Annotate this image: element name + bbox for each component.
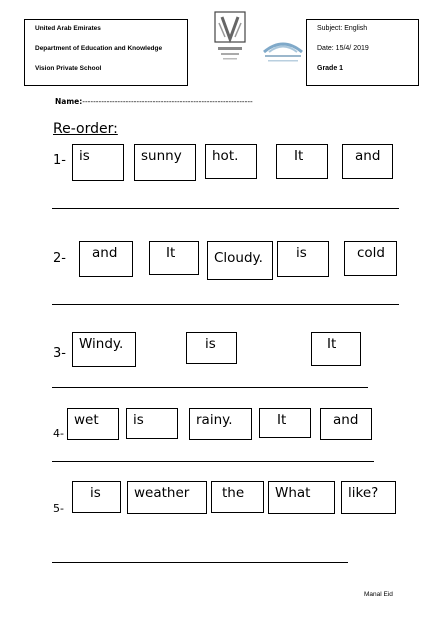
word-card: weather bbox=[127, 481, 207, 514]
section-title: Re-order: bbox=[53, 121, 118, 137]
word-card: It bbox=[311, 332, 361, 366]
word-card: wet bbox=[67, 408, 119, 440]
question-5-number: 5- bbox=[53, 502, 64, 515]
word-card: and bbox=[79, 241, 133, 277]
school-emblem-logo bbox=[212, 11, 248, 63]
word-card: like? bbox=[341, 481, 396, 514]
name-dashes: --------------------------------------------------------------- bbox=[82, 97, 253, 106]
answer-line bbox=[52, 387, 368, 388]
subject-info-box bbox=[306, 19, 419, 86]
question-1-number: 1- bbox=[53, 153, 66, 168]
word-card: is bbox=[72, 481, 121, 513]
word-card: is bbox=[186, 332, 237, 364]
subject-text: Subject: English bbox=[317, 25, 368, 32]
word-card: It bbox=[149, 241, 199, 275]
answer-line bbox=[52, 304, 399, 305]
name-label: Name: bbox=[55, 97, 83, 106]
answer-line bbox=[52, 208, 399, 209]
word-card: Windy. bbox=[72, 332, 136, 367]
question-2-number: 2- bbox=[53, 251, 66, 266]
adek-logo bbox=[261, 36, 305, 64]
word-card: the bbox=[211, 481, 264, 513]
word-card: rainy. bbox=[189, 408, 252, 440]
name-field bbox=[55, 97, 253, 106]
question-3-number: 3- bbox=[53, 346, 66, 361]
header-school: Vision Private School bbox=[35, 65, 102, 72]
answer-line bbox=[52, 461, 374, 462]
date-text: Date: 15/4/ 2019 bbox=[317, 45, 369, 52]
word-card: is bbox=[72, 144, 124, 181]
word-card: is bbox=[126, 408, 178, 439]
word-card: What bbox=[268, 481, 335, 514]
header-info-box bbox=[24, 19, 188, 86]
word-card: is bbox=[277, 241, 329, 277]
word-card: and bbox=[320, 408, 372, 440]
answer-line bbox=[52, 562, 348, 563]
header-department: Department of Education and Knowledge bbox=[35, 45, 163, 52]
word-card: Cloudy. bbox=[207, 241, 273, 280]
word-card: It bbox=[276, 144, 328, 179]
grade-text: Grade 1 bbox=[317, 65, 344, 72]
word-card: cold bbox=[344, 241, 397, 276]
word-card: It bbox=[259, 408, 311, 438]
word-card: sunny bbox=[134, 144, 196, 181]
header-country: United Arab Emirates bbox=[35, 25, 101, 32]
word-card: hot. bbox=[205, 144, 257, 179]
author-name: Manal Eid bbox=[364, 591, 393, 598]
word-card: and bbox=[342, 144, 393, 179]
question-4-number: 4- bbox=[53, 427, 64, 440]
